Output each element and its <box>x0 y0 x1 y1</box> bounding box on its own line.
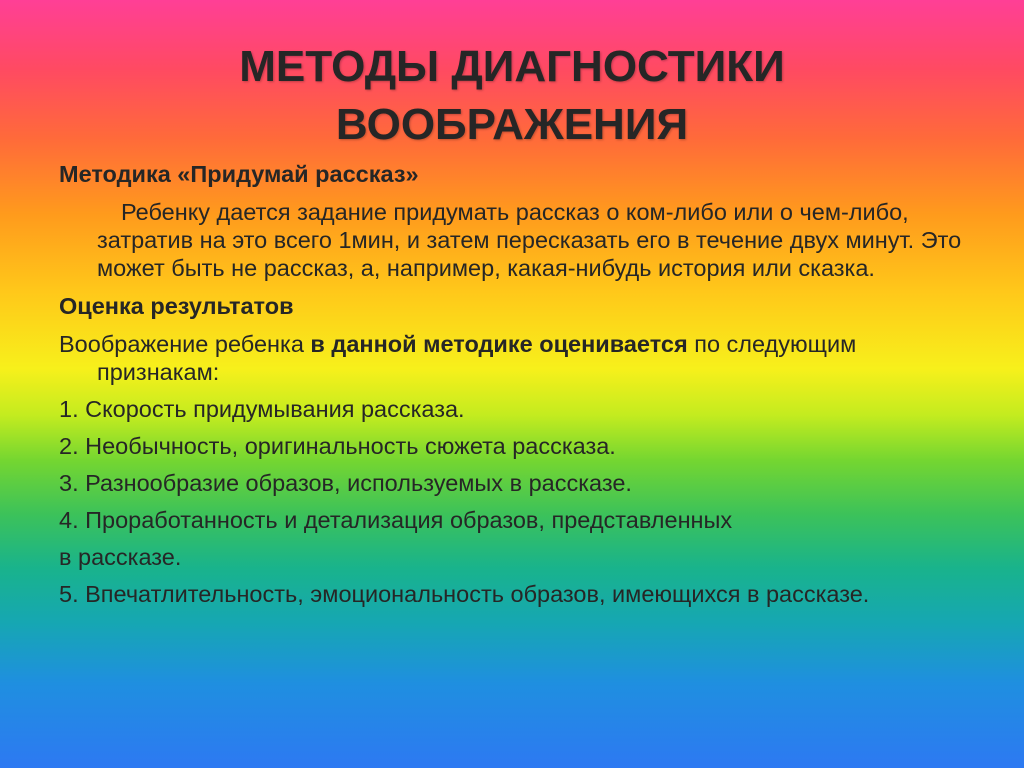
assessment-intro-part2: по следующим признакам: <box>97 331 857 385</box>
title-line-1: МЕТОДЫ ДИАГНОСТИКИ <box>239 42 785 91</box>
assessment-intro-part1: Воображение ребенка <box>59 331 311 357</box>
method-description <box>59 198 969 282</box>
criterion-item: 4. Проработанность и детализация образов, представленных <box>59 507 733 533</box>
assessment-intro <box>59 330 969 386</box>
title-line-2: ВООБРАЖЕНИЯ <box>335 100 689 149</box>
criterion-item-continuation: в рассказе. <box>59 544 182 570</box>
method-heading: Методика «Придумай рассказ» <box>59 161 419 187</box>
assessment-heading: Оценка результатов <box>59 293 294 319</box>
method-description-text: Ребенку дается задание придумать рассказ о ком-либо или о чем-либо, затратив на это всего 1мин, и затем пересказать его в течение двух минут. Это может быть не рассказ, а, например, какая-нибудь история или сказка. <box>97 199 962 281</box>
criterion-item: 5. Впечатлительность, эмоциональность образов, имеющихся в рассказе. <box>59 581 870 607</box>
slide-title <box>0 38 1024 154</box>
criterion-item: 3. Разнообразие образов, используемых в рассказе. <box>59 470 632 496</box>
slide-body <box>59 160 969 617</box>
assessment-intro-bold: в данной методике оценивается <box>310 331 688 357</box>
criterion-item: 1. Скорость придумывания рассказа. <box>59 396 465 422</box>
criterion-item: 2. Необычность, оригинальность сюжета рассказа. <box>59 433 616 459</box>
